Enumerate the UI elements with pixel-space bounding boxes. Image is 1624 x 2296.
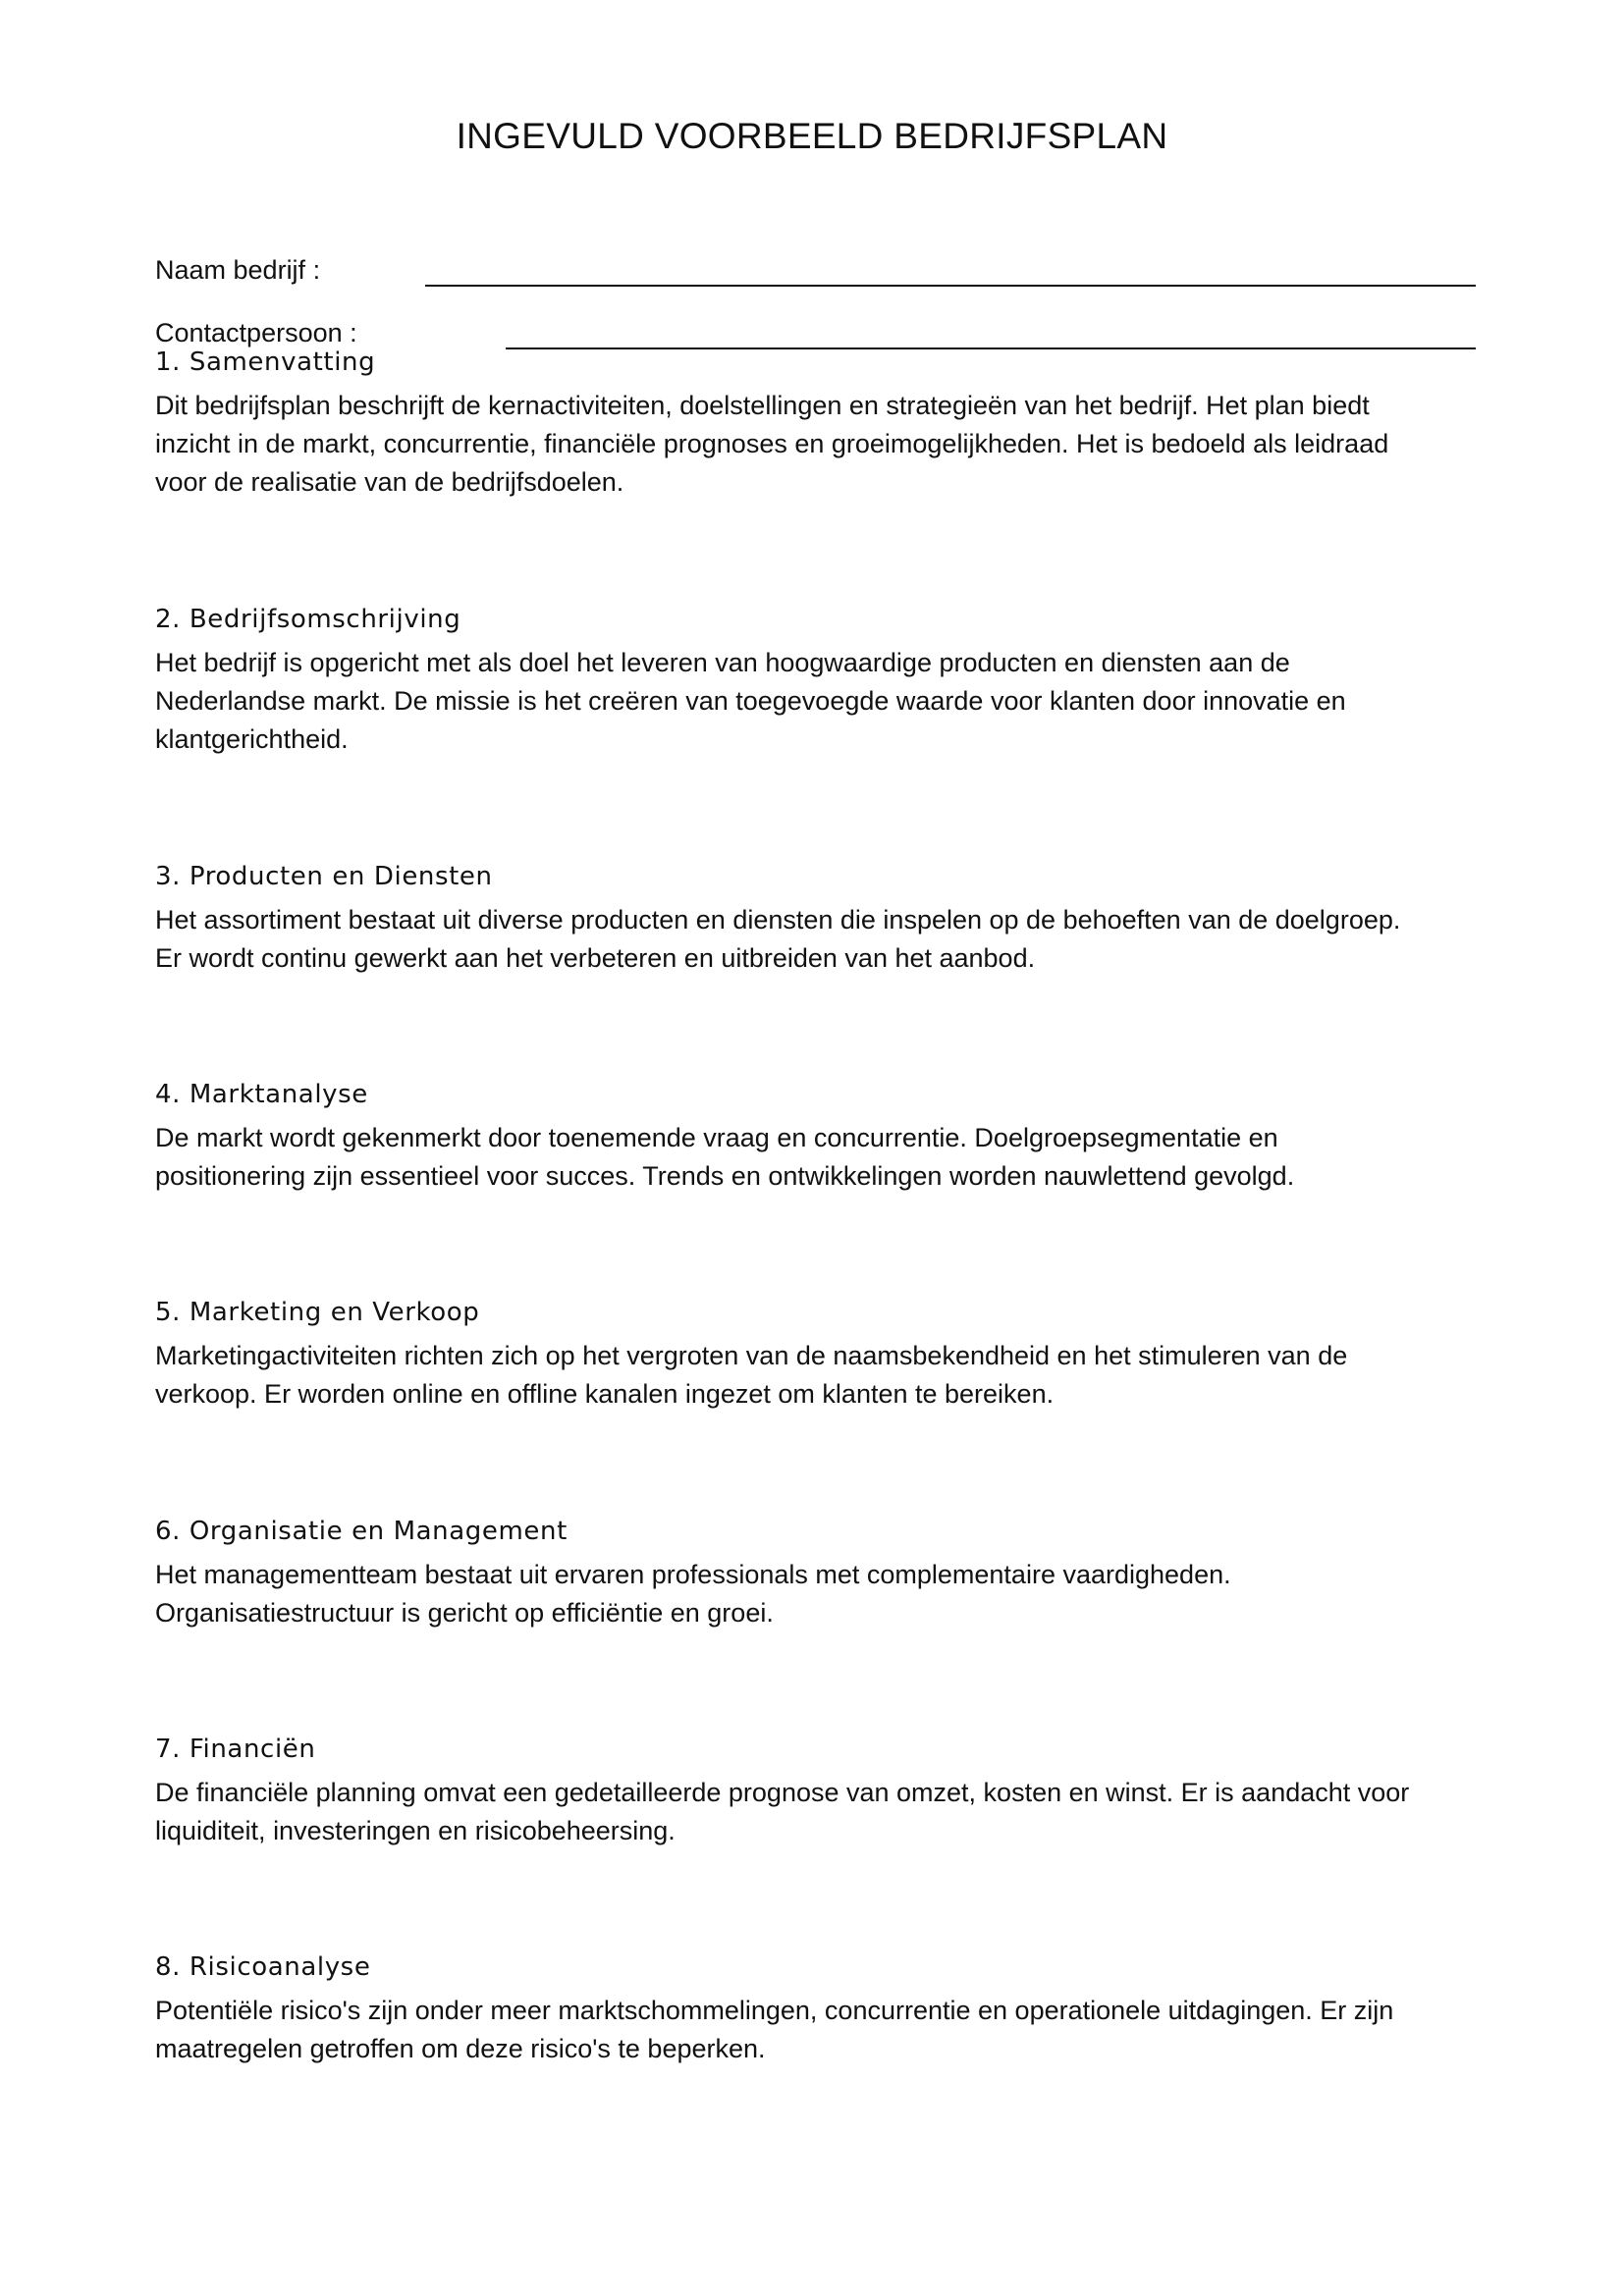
section-heading: 8. Risicoanalyse [155,1952,371,1982]
section-marketing-en-verkoop [155,1296,1476,1414]
section-risicoanalyse [155,1950,1476,2068]
body-line: maatregelen getroffen om deze risico's te beperken. [155,2034,766,2063]
body-line: klantgerichtheid. [155,724,349,754]
body-line: De markt wordt gekenmerkt door toenemende vraag en concurrentie. Doelgroepsegmentatie en [155,1123,1278,1152]
body-line: verkoop. Er worden online en offline kanalen ingezet om klanten te bereiken. [155,1379,1055,1409]
body-line: Nederlandse markt. De missie is het creëren van toegevoegde waarde voor klanten door innovatie en [155,686,1346,716]
body-line: Het managementteam bestaat uit ervaren professionals met complementaire vaardigheden. [155,1560,1231,1589]
section-bedrijfsomschrijving [155,603,1476,759]
body-line: Het assortiment bestaat uit diverse producten en diensten die inspelen op de behoeften van de doelgroep. [155,905,1401,934]
section-financien [155,1733,1476,1850]
section-heading: 3. Producten en Diensten [155,862,493,891]
section-body [155,644,1476,759]
section-heading: 1. Samenvatting [155,347,376,377]
section-body [155,901,1476,978]
section-heading: 4. Marktanalyse [155,1080,368,1109]
section-heading: 6. Organisatie en Management [155,1517,568,1546]
section-heading: 5. Marketing en Verkoop [155,1298,480,1327]
section-organisatie-en-management [155,1515,1476,1632]
body-line: voor de realisatie van de bedrijfsdoelen. [155,467,624,497]
section-heading: 7. Financiën [155,1735,316,1764]
section-body [155,1337,1476,1414]
company-name-label: Naam bedrijf : [155,255,321,285]
body-line: Dit bedrijfsplan beschrijft de kernactiviteiten, doelstellingen en strategieën van het bedrijf. Het plan biedt [155,391,1370,420]
body-line: inzicht in de markt, concurrentie, financiële prognoses en groeimogelijkheden. Het is bedoeld als leidraad [155,429,1389,458]
section-samenvatting [155,346,1476,502]
body-line: Marketingactiviteiten richten zich op het vergroten van de naamsbekendheid en het stimuleren van de [155,1341,1348,1370]
section-body [155,1119,1476,1196]
section-heading: 2. Bedrijfsomschrijving [155,605,461,634]
body-line: liquiditeit, investeringen en risicobeheersing. [155,1816,676,1845]
company-name-fill-line[interactable] [425,285,1476,287]
body-line: Het bedrijf is opgericht met als doel het leveren van hoogwaardige producten en diensten aan de [155,648,1290,677]
body-line: Organisatiestructuur is gericht op efficiëntie en groei. [155,1598,774,1628]
section-producten-en-diensten [155,860,1476,978]
section-body [155,1556,1476,1632]
section-body [155,1992,1476,2068]
body-line: Potentiële risico's zijn onder meer marktschommelingen, concurrentie en operationele uitdagingen. Er zijn [155,1996,1394,2025]
body-line: positionering zijn essentieel voor succes. Trends en ontwikkelingen worden nauwlettend gevolgd. [155,1161,1295,1191]
body-line: Er wordt continu gewerkt aan het verbeteren en uitbreiden van het aanbod. [155,943,1036,973]
body-line: De financiële planning omvat een gedetailleerde prognose van omzet, kosten en winst. Er is aandacht voor [155,1778,1410,1807]
section-body [155,387,1476,502]
section-marktanalyse [155,1078,1476,1196]
contact-person-label: Contactpersoon : [155,318,357,347]
section-body [155,1774,1476,1850]
document-title: INGEVULD VOORBEELD BEDRIJFSPLAN [456,116,1168,156]
